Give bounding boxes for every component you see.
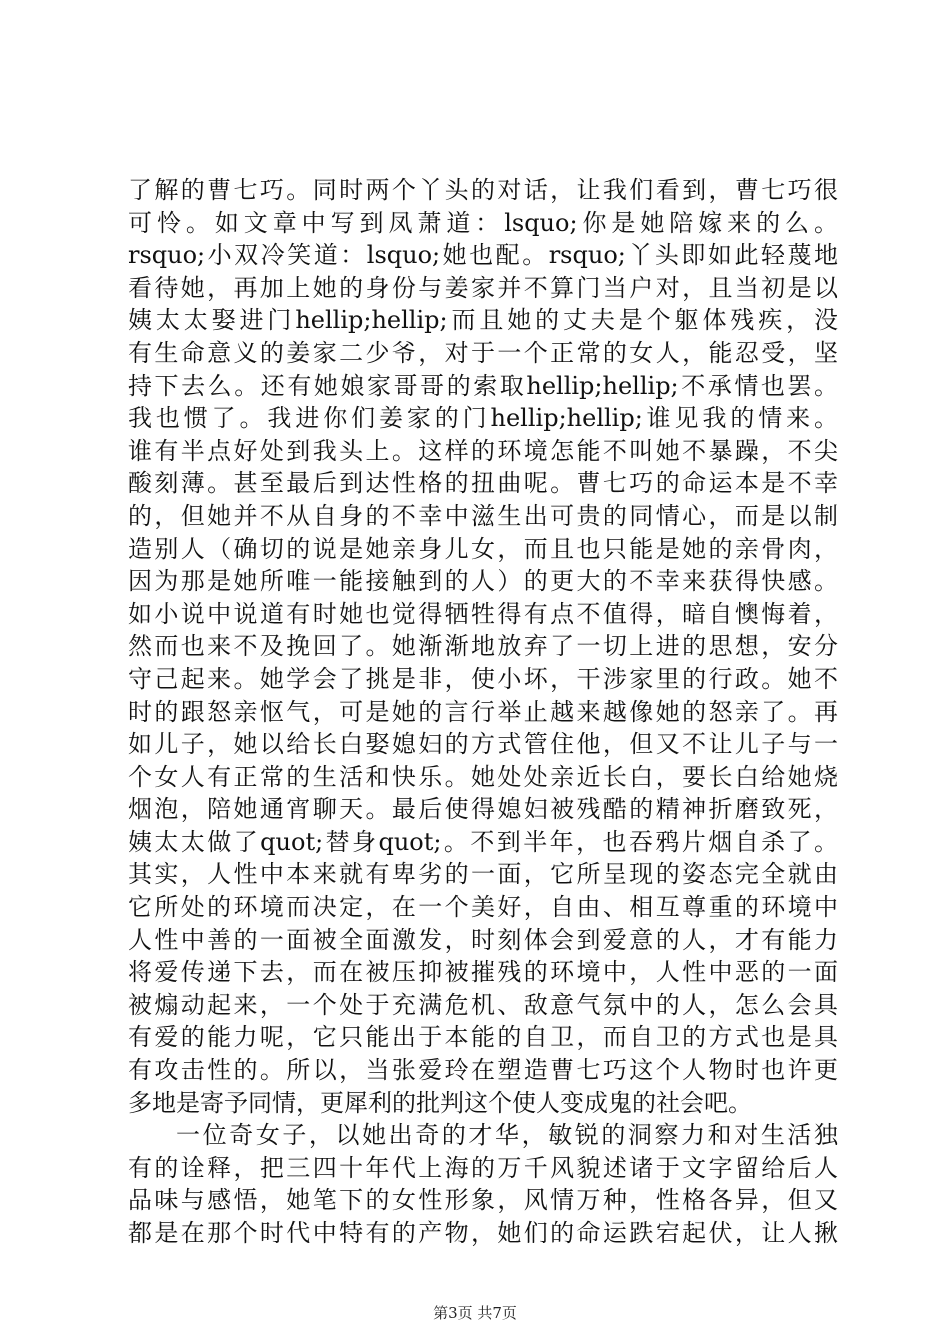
text-line: 看待她，再加上她的身份与姜家并不算门当户对，且当初是以: [128, 273, 838, 302]
text-line: 谁有半点好处到我头上。这样的环境怎能不叫她不暴躁，不尖: [128, 436, 838, 465]
body-text: [128, 174, 838, 1250]
text-line: 可怜。如文章中写到凤萧道：lsquo;你是她陪嫁来的么。: [128, 208, 838, 237]
text-line: 如小说中说道有时她也觉得牺牲得有点不值得，暗自懊悔着，: [128, 599, 838, 628]
text-line: 有爱的能力呢，它只能出于本能的自卫，而自卫的方式也是具: [128, 1023, 838, 1052]
text-line: 个女人有正常的生活和快乐。她处处亲近长白，要长白给她烧: [128, 762, 838, 791]
text-line: 都是在那个时代中特有的产物，她们的命运跌宕起伏，让人揪: [128, 1219, 838, 1247]
text-line: 有生命意义的姜家二少爷，对于一个正常的女人，能忍受，坚: [128, 338, 838, 367]
text-line: 了解的曹七巧。同时两个丫头的对话，让我们看到，曹七巧很: [128, 176, 838, 204]
text-line: 我也惯了。我进你们姜家的门hellip;hellip;谁见我的情来。: [128, 404, 838, 433]
text-line: rsquo;小双冷笑道：lsquo;她也配。rsquo;丫头即如此轻蔑地: [128, 241, 838, 270]
text-line: 有的诠释，把三四十年代上海的万千风貌述诸于文字留给后人: [128, 1153, 838, 1182]
text-line: 烟泡，陪她通宵聊天。最后使得媳妇被残酷的精神折磨致死，: [128, 795, 838, 824]
paragraph-first-line: 一位奇女子，以她出奇的才华，敏锐的洞察力和对生活独: [176, 1121, 838, 1150]
text-line: 因为那是她所唯一能接触到的人）的更大的不幸来获得快感。: [128, 567, 838, 596]
page-number-label: 第3页 共7页: [433, 1304, 517, 1322]
text-line: 守己起来。她学会了挑是非，使小坏，干涉家里的行政。她不: [128, 664, 838, 693]
text-line: 将爱传递下去，而在被压抑被摧残的环境中，人性中恶的一面: [128, 958, 838, 987]
text-line: 它所处的环境而决定，在一个美好，自由、相互尊重的环境中: [128, 893, 838, 922]
text-line: 酸刻薄。甚至最后到达性格的扭曲呢。曹七巧的命运本是不幸: [128, 469, 838, 498]
text-line: 造别人（确切的说是她亲身儿女，而且也只能是她的亲骨肉，: [128, 534, 838, 563]
text-line: 被煽动起来，一个处于充满危机、敌意气氛中的人，怎么会具: [128, 990, 838, 1019]
text-line: 姨太太做了quot;替身quot;。不到半年，也吞鸦片烟自杀了。: [128, 827, 838, 856]
text-line: 有攻击性的。所以，当张爱玲在塑造曹七巧这个人物时也许更: [128, 1056, 838, 1085]
text-line: 品味与感悟，她笔下的女性形象，风情万种，性格各异，但又: [128, 1186, 838, 1215]
text-line: 人性中善的一面被全面激发，时刻体会到爱意的人，才有能力: [128, 925, 838, 954]
text-line: 姨太太娶进门hellip;hellip;而且她的丈夫是个躯体残疾，没: [128, 306, 838, 335]
text-line: 其实，人性中本来就有卑劣的一面，它所呈现的姿态完全就由: [128, 860, 838, 889]
text-line: 持下去么。还有她娘家哥哥的索取hellip;hellip;不承情也罢。: [128, 371, 838, 400]
page-footer: [0, 1302, 950, 1323]
text-line: 的，但她并不从自身的不幸中滋生出可贵的同情心，而是以制: [128, 501, 838, 530]
text-line: 时的跟怒亲怄气，可是她的言行举止越来越像她的怒亲了。再: [128, 697, 838, 726]
text-line: 如儿子，她以给长白娶媳妇的方式管住他，但又不让儿子与一: [128, 730, 838, 759]
text-line: 然而也来不及挽回了。她渐渐地放弃了一切上进的思想，安分: [128, 632, 838, 661]
text-line: 多地是寄予同情，更犀利的批判这个使人变成鬼的社会吧。: [128, 1088, 752, 1117]
